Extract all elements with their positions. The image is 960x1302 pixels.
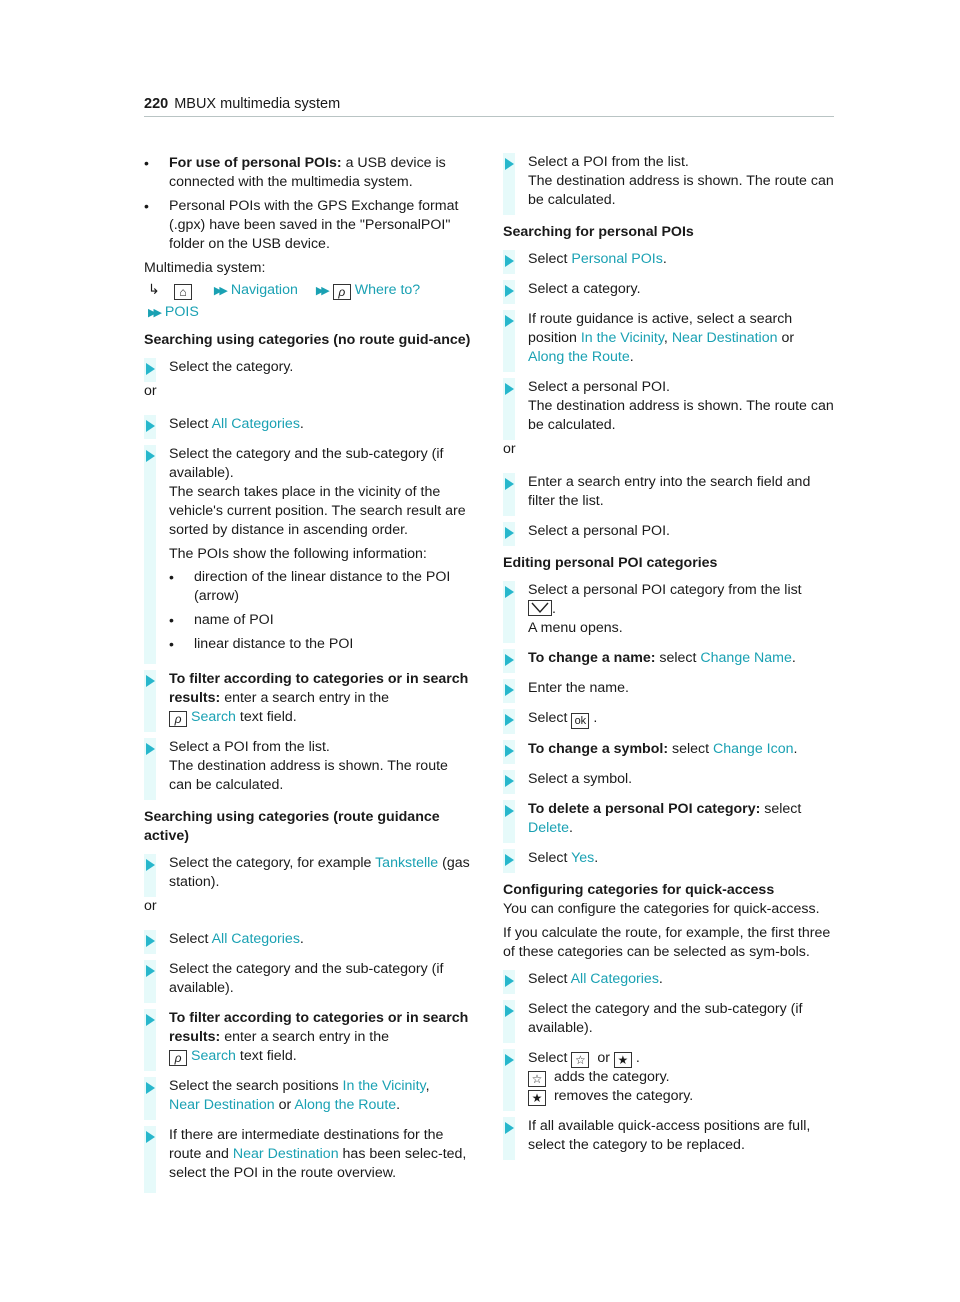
ok-icon: ok: [571, 713, 589, 729]
link-all-categories[interactable]: All Categories: [211, 931, 300, 947]
paragraph: You can configure the categories for quick-access.: [503, 901, 820, 917]
step-arrow-icon: [146, 1131, 155, 1143]
page-number: 220: [144, 96, 169, 112]
step-arrow-icon: [146, 965, 155, 977]
step-arrow-icon: [505, 586, 514, 598]
link-near-destination[interactable]: Near Destination: [169, 1097, 275, 1113]
step: Select a personal POI.: [503, 522, 835, 546]
menu-path: [144, 280, 474, 301]
link-search[interactable]: Search: [191, 1048, 236, 1064]
return-arrow-icon: ↳: [148, 281, 160, 297]
step: To change a symbol: select Change Icon.: [503, 740, 835, 764]
link-change-icon[interactable]: Change Icon: [713, 741, 794, 757]
step: If there are intermediate destinations for the route and Near Destination has been selec-ted, select the POI in the route overview.: [144, 1126, 474, 1193]
heading-personal-pois: Searching for personal POIs: [503, 224, 694, 240]
step: Select the search positions In the Vicinity, Near Destination or Along the Route.: [144, 1077, 474, 1120]
step-arrow-icon: [505, 285, 514, 297]
home-icon: ⌂: [174, 284, 192, 300]
step-arrow-icon: [505, 854, 514, 866]
step: If route guidance is active, select a search position In the Vicinity, Near Destination or Along the Route.: [503, 310, 835, 372]
step-arrow-icon: [146, 1082, 155, 1094]
path-navigation: Navigation: [230, 282, 298, 298]
path-where-to: Where to?: [354, 282, 421, 298]
link-personal-pois[interactable]: Personal POIs: [571, 251, 663, 267]
step-arrow-icon: [505, 527, 514, 539]
page-header: [144, 95, 834, 117]
step-arrow-icon: [146, 420, 155, 432]
link-along-the-route[interactable]: Along the Route: [294, 1097, 397, 1113]
step-arrow-icon: [505, 383, 514, 395]
link-search[interactable]: Search: [191, 709, 236, 725]
step-arrow-icon: [505, 478, 514, 490]
menu-path-line2: [144, 303, 474, 323]
left-column: [144, 150, 474, 1193]
step-arrow-icon: [505, 1054, 514, 1066]
link-tankstelle[interactable]: Tankstelle: [375, 855, 439, 871]
step-arrow-icon: [146, 450, 155, 462]
requirement-usb-text: a USB device is connected with the multimedia system.: [169, 155, 446, 190]
step: Select a POI from the list. The destination address is shown. The route can be calculated.: [503, 153, 835, 215]
double-chevron-icon: ▶▶: [148, 307, 159, 319]
heading-editing-categories: Editing personal POI categories: [503, 555, 718, 571]
step-arrow-icon: [505, 255, 514, 267]
search-icon: ρ: [333, 284, 351, 300]
chevron-down-icon: [528, 600, 552, 616]
heading-route-guidance-active: Searching using categories (route guidance active): [144, 809, 440, 844]
step: Select Personal POIs.: [503, 250, 835, 274]
step: Select a category.: [503, 280, 835, 304]
step-arrow-icon: [146, 859, 155, 871]
step-arrow-icon: [505, 158, 514, 170]
page-title: MBUX multimedia system: [174, 96, 341, 112]
info-item: • name of POI: [169, 611, 474, 630]
step: Select the category and the sub-category (if available).: [503, 1000, 835, 1043]
double-chevron-icon: ▶▶: [315, 285, 327, 297]
right-column: [503, 150, 835, 1160]
step-arrow-icon: [505, 745, 514, 757]
requirement-gpx: [144, 197, 474, 254]
step: To delete a personal POI category: select Delete.: [503, 800, 835, 843]
heading-quick-access: Configuring categories for quick-access: [503, 882, 775, 898]
step: Select ok .: [503, 709, 835, 734]
star-filled-icon: ★: [528, 1090, 546, 1106]
search-icon: ρ: [169, 711, 187, 727]
step: Select All Categories.: [144, 930, 474, 954]
step-text: Select the category.: [169, 359, 294, 375]
link-all-categories[interactable]: All Categories: [211, 416, 300, 432]
requirement-usb-label: For use of personal POIs:: [169, 155, 342, 171]
step-arrow-icon: [505, 1122, 514, 1134]
step-arrow-icon: [505, 805, 514, 817]
info-item: • direction of the linear distance to the POI (arrow): [169, 568, 474, 606]
step: Select a personal POI. The destination address is shown. The route can be calculated.: [503, 378, 835, 440]
step: If all available quick-access positions are full, select the category to be replaced.: [503, 1117, 835, 1160]
step: Enter the name.: [503, 679, 835, 703]
step-arrow-icon: [505, 684, 514, 696]
star-filled-icon: ★: [614, 1052, 632, 1068]
heading-no-route-guidance: Searching using categories (no route guid-ance): [144, 332, 471, 348]
step-arrow-icon: [505, 654, 514, 666]
link-near-destination[interactable]: Near Destination: [232, 1146, 339, 1162]
step-arrow-icon: [146, 743, 155, 755]
step: Select the category, for example Tankstelle (gas station).: [144, 854, 474, 897]
multimedia-system-label: Multimedia system:: [144, 260, 266, 276]
link-yes[interactable]: Yes: [571, 850, 595, 866]
link-change-name[interactable]: Change Name: [700, 650, 792, 666]
step: Select the category and the sub-category (if available).: [144, 960, 474, 1003]
step: To change a name: select Change Name.: [503, 649, 835, 673]
link-all-categories[interactable]: All Categories: [570, 971, 659, 987]
or-label: or: [503, 441, 516, 457]
step: Select a POI from the list. The destination address is shown. The route can be calculated.: [144, 738, 474, 800]
step-arrow-icon: [146, 363, 155, 375]
step: Select a personal POI category from the list . A menu opens.: [503, 581, 835, 643]
link-delete[interactable]: Delete: [528, 820, 570, 836]
requirement-usb: [144, 154, 474, 192]
step-arrow-icon: [505, 315, 514, 327]
link-near-destination[interactable]: Near Destination: [671, 330, 778, 346]
or-label: or: [144, 383, 157, 399]
step-arrow-icon: [146, 675, 155, 687]
requirement-gpx-text: Personal POIs with the GPS Exchange format (.gpx) have been saved in the "PersonalPOI" folder on the USB device.: [169, 198, 459, 252]
step: Select All Categories.: [144, 415, 474, 439]
star-empty-icon: ☆: [571, 1052, 589, 1068]
step-arrow-icon: [505, 975, 514, 987]
search-icon: ρ: [169, 1050, 187, 1066]
step: [144, 358, 474, 382]
step: To filter according to categories or in search results: enter a search entry in the ρ Search text field.: [144, 670, 474, 732]
step: Select ☆ or ★ . ☆ adds the category. ★ removes the category.: [503, 1049, 835, 1111]
step-arrow-icon: [505, 1005, 514, 1017]
step: To filter according to categories or in search results: enter a search entry in the ρ Search text field.: [144, 1009, 474, 1071]
step-arrow-icon: [505, 714, 514, 726]
step-arrow-icon: [146, 1014, 155, 1026]
paragraph: If you calculate the route, for example, the first three of these categories can be selected as sym-bols.: [503, 925, 831, 960]
step: Enter a search entry into the search field and filter the list.: [503, 473, 835, 516]
step-arrow-icon: [505, 775, 514, 787]
step: Select All Categories.: [503, 970, 835, 994]
info-item: • linear distance to the POI: [169, 635, 474, 654]
step: Select Yes.: [503, 849, 835, 873]
link-along-the-route[interactable]: Along the Route: [528, 349, 630, 365]
double-chevron-icon: ▶▶: [213, 285, 225, 297]
path-pois: POIS: [164, 304, 199, 320]
step: Select the category and the sub-category (if available). The search takes place in the vicinity of the vehicle's current position. The search result are sorted by distance in ascending order. The POIs show the following information: • direction of the linear distance to the POI (arrow) • name of POI • linear distance to the POI: [144, 445, 474, 664]
link-in-the-vicinity[interactable]: In the Vicinity: [580, 330, 664, 346]
star-empty-icon: ☆: [528, 1071, 546, 1087]
step: Select a symbol.: [503, 770, 835, 794]
step-arrow-icon: [146, 935, 155, 947]
or-label: or: [144, 898, 157, 914]
link-in-the-vicinity[interactable]: In the Vicinity: [342, 1078, 426, 1094]
